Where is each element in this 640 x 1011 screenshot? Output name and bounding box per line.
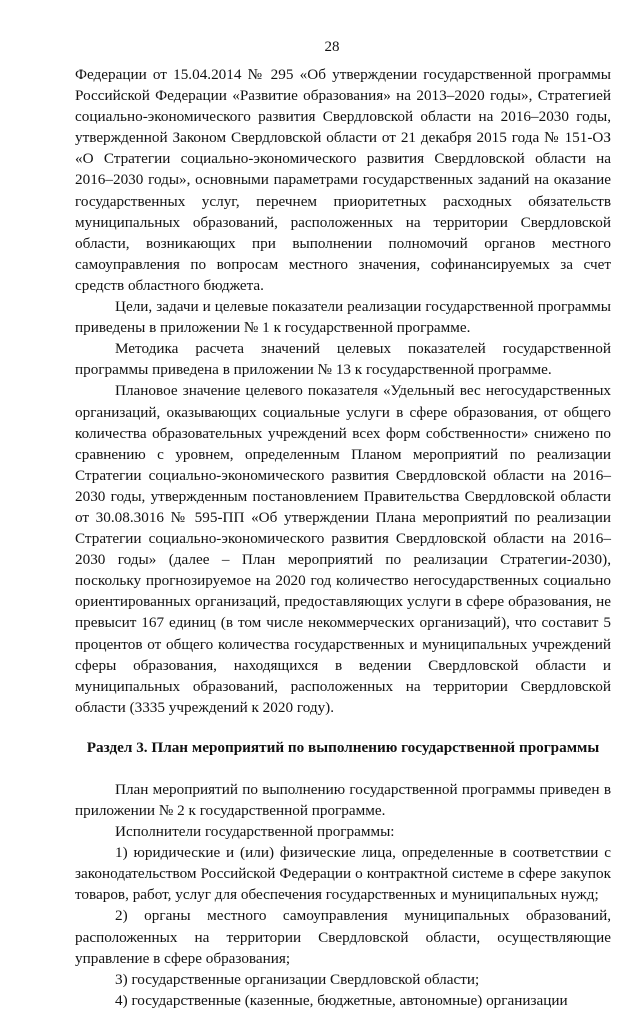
list-item-4: 4) государственные (казенные, бюджетные, автономные) организации: [115, 991, 568, 1009]
list-item-1: 1) юридические и (или) физические лица, определенные в соответствии с законодательством Российской Федерации о контрактной системе в сфере закупок товаров, работ, услуг для обеспечения государственных и муниципальных нужд;: [75, 844, 611, 904]
list-item-2: 2) органы местного самоуправления муниципальных образований, расположенных на территории Свердловской области, осуществляющие управление в сфере образования;: [75, 907, 611, 967]
paragraph-planned-value: Плановое значение целевого показателя «Удельный вес негосударственных организаций, оказывающих социальные услуги в сфере образования, от общего количества образовательных учреждений всех форм собственности» снижено по сравнению с уровнем, определенным Планом мероприятий по реализации Стратегии социально-экономического развития Свердловской области на 2016–2030 годы, утвержденным постановлением Правительства Свердловской области от 30.08.3016 № 595-ПП «Об утверждении Плана мероприятий по реализации Стратегии социально-экономического развития Свердловской области на 2016–2030 годы» (далее – План мероприятий по реализации Стратегии-2030), поскольку прогнозируемое на 2020 год количество негосударственных социально ориентированных организаций, предоставляющих услуги в сфере образования, не превысит 167 единиц (в том числе некоммерческих организаций), что составит 5 процентов от общего количества государственных и муниципальных учреждений сферы образования, находящихся в ведении Свердловской области и муниципальных образований, расположенных на территории Свердловской области (3335 учреждений к 2020 году).: [75, 382, 611, 716]
paragraph-goals: Цели, задачи и целевые показатели реализации государственной программы приведены в приложении № 1 к государственной программе.: [75, 298, 611, 337]
list-item-3: 3) государственные организации Свердловской области;: [115, 970, 480, 988]
section-title: Раздел 3. План мероприятий по выполнению государственной программы: [86, 738, 600, 756]
page-number: 28: [324, 39, 340, 55]
paragraph-methodology: Методика расчета значений целевых показателей государственной программы приведена в приложении № 13 к государственной программе.: [75, 340, 611, 379]
paragraph-executors-heading: Исполнители государственной программы:: [115, 823, 395, 841]
paragraph-legal-basis: Федерации от 15.04.2014 № 295 «Об утверждении государственной программы Российской Федерации «Развитие образования» на 2013–2020 годы», Стратегией социально-экономического развития Свердловской области на 2016–2030 годы, утвержденной Законом Свердловской области от 21 декабря 2015 года № 151-ОЗ «О Стратегии социально-экономического развития Свердловской области на 2016–2030 годы», основными параметрами государственных заданий на оказание государственных услуг, перечнем приоритетных расходных обязательств муниципальных образований, расположенных на территории Свердловской области, возникающих при выполнении полномочий органов местного самоуправления по вопросам местного значения, софинансируемых за счет средств областного бюджета.: [75, 66, 611, 294]
paragraph-plan: План мероприятий по выполнению государственной программы приведен в приложении № 2 к государственной программе.: [75, 780, 611, 819]
